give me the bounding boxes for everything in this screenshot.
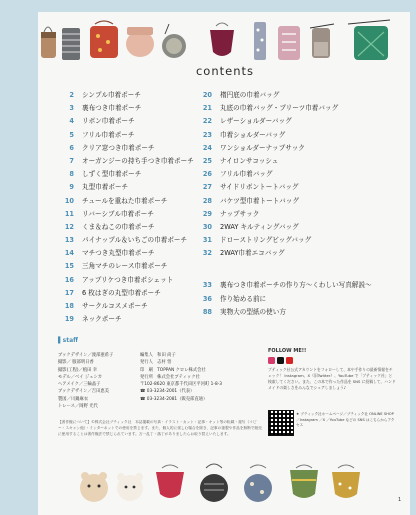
toc-page-number: 7 xyxy=(69,156,74,165)
toc-page-number: 16 xyxy=(64,275,74,284)
toc-label: ドローストリングビッグバッグ xyxy=(220,236,312,245)
toc-page-number: 29 xyxy=(202,209,212,218)
staff-line: 製図／川鍋麻衣 xyxy=(58,396,89,402)
copyright-notice: 【著作権について】©株式会社ブティック社 本誌掲載の写真・イラスト・カット・記事・キット等の転載・複写（コピー・スキャン他）・インターネットでの使用を禁じます。また、個人的に楽しむ場合を除き、記事の複製や作品を無断で販売に使用することは著作権法で禁じられています。万一乱丁・落丁がありましたらお取り替えいたします。 xyxy=(58,420,262,436)
staff-line: 印 刷 TOPPAN クロレ株式会社 xyxy=(140,367,206,373)
bag-photo xyxy=(290,465,318,498)
toc-entry[interactable] xyxy=(58,155,194,168)
bag-photo xyxy=(156,465,184,498)
qr-description: ★ ブティック社ホームページ／ブティック社 ONLINE SHOP ／Instagram ／X ／YouTube などの SNS はこちらからアクセス xyxy=(296,412,395,428)
toc-label: 6 枚はぎの丸型巾着ポーチ xyxy=(82,288,161,297)
bag-photo xyxy=(210,23,234,56)
bag-photo xyxy=(80,472,108,502)
toc-page-number: 33 xyxy=(202,281,212,290)
toc-label: 作り始める前に xyxy=(220,294,267,303)
toc-label: リボン巾着ポーチ xyxy=(82,117,135,126)
toc-entry[interactable] xyxy=(196,293,372,306)
youtube-icon[interactable] xyxy=(286,357,293,364)
toc-label: フリル巾着ポーチ xyxy=(82,130,135,139)
toc-page-number: 30 xyxy=(202,222,212,231)
toc-entry[interactable] xyxy=(58,208,194,221)
follow-description: ブティック社公式アカウントをフォローして、本や手作りの最新情報をチェック！ Instagram、X（旧Twitter）、YouTube で「ブティック社」と検索してください。また、この本で作った作品を SNS に投稿して、ハンドメイドの楽しさをみんなでシェアしましょう♪ xyxy=(268,367,396,390)
toc-label: 丸底の巾着バッグ・プリーツ巾着バッグ xyxy=(220,104,339,113)
staff-line: 撮影(工程)／植田 幸 xyxy=(58,367,98,373)
toc-label: サイドリボントートバッグ xyxy=(220,183,299,192)
toc-entry[interactable] xyxy=(58,195,194,208)
toc-page-number: 10 xyxy=(64,196,74,205)
toc-label: 2WAY キルティングバッグ xyxy=(220,222,299,231)
staff-line: 編集人 和田 尚子 xyxy=(140,353,176,358)
toc-entry[interactable] xyxy=(58,247,194,260)
staff-line: ブックデザイン／渡部亜希子 xyxy=(58,353,114,358)
toc-page-number: 26 xyxy=(202,170,212,179)
bag-photo xyxy=(162,24,186,58)
bag-photo xyxy=(200,464,228,502)
toc-label: 巾着ショルダーバッグ xyxy=(220,130,286,139)
toc-label: クリア窓つき巾着ポーチ xyxy=(82,143,155,152)
toc-label: パイナップル＆いちごの巾着ポーチ xyxy=(82,236,188,245)
toc-label: くま＆ねこの巾着ポーチ xyxy=(82,222,155,231)
instagram-icon[interactable] xyxy=(268,357,275,364)
staff-line: ヘアメイク／三輪晶子 xyxy=(58,382,101,388)
toc-label: アップリケつき巾着ポシェット xyxy=(82,275,174,284)
toc-entry[interactable] xyxy=(196,115,372,128)
toc-entry[interactable] xyxy=(58,274,194,287)
toc-entry[interactable] xyxy=(58,234,194,247)
toc-page-number: 19 xyxy=(64,315,74,324)
staff-credits-right xyxy=(140,352,265,403)
toc-entry[interactable] xyxy=(196,234,372,247)
staff-line: 発行所 株式会社ブティック社 xyxy=(140,374,200,380)
toc-entry[interactable] xyxy=(58,181,194,194)
bag-photo xyxy=(332,465,360,498)
toc-label: 裏布つき巾着ポーチ xyxy=(82,104,142,113)
toc-page-number: 31 xyxy=(202,236,212,245)
toc-label: ネックポーチ xyxy=(82,315,122,324)
toc-page-number: 25 xyxy=(202,156,212,165)
staff-line: 撮影／ 服部明日香 xyxy=(58,360,94,366)
toc-page-number: 32 xyxy=(202,249,212,258)
toc-label: フリル巾着バッグ xyxy=(220,170,273,179)
toc-label: レザーショルダーバッグ xyxy=(220,117,292,126)
toc-entry[interactable] xyxy=(196,221,372,234)
staff-line: 〒102-8620 東京都千代田区平河町 1-8-3 xyxy=(140,382,222,388)
toc-page-number: 4 xyxy=(69,117,74,126)
bag-photo xyxy=(62,28,80,60)
toc-entry[interactable] xyxy=(58,313,194,326)
follow-heading: FOLLOW ME!! xyxy=(268,348,307,354)
toc-entry[interactable] xyxy=(196,306,372,319)
toc-label: オーガンジーの持ち手つき巾着ポーチ xyxy=(82,156,194,165)
toc-label: リバーシブル巾着ポーチ xyxy=(82,209,154,218)
bag-photo xyxy=(117,473,143,501)
toc-label: チュールを重ねた巾着ポーチ xyxy=(82,196,168,205)
bag-photo xyxy=(244,465,272,502)
toc-page-number: 14 xyxy=(64,249,74,258)
toc-entry[interactable] xyxy=(196,247,372,260)
toc-page-number: 3 xyxy=(69,104,74,113)
toc-label: 裏布つき巾着ポーチの作り方～くわしい写真解説～ xyxy=(220,281,372,290)
toc-page-number: 11 xyxy=(64,209,74,218)
product-photos-top xyxy=(38,18,410,64)
toc-entry[interactable] xyxy=(58,129,194,142)
product-photos-bottom xyxy=(38,458,410,508)
toc-entry[interactable] xyxy=(58,89,194,102)
toc-entry[interactable] xyxy=(196,279,372,292)
toc-label: 楕円底の巾着バッグ xyxy=(220,91,280,99)
toc-label: サークルコスメポーチ xyxy=(82,302,148,310)
toc-column-left xyxy=(58,89,194,326)
toc-entry[interactable] xyxy=(58,102,194,115)
toc-page-number: 15 xyxy=(64,262,74,271)
toc-page-number: 6 xyxy=(69,143,74,152)
staff-line: 発行人 志村 悟 xyxy=(140,360,172,366)
toc-entry[interactable] xyxy=(58,142,194,155)
toc-page-number: 2 xyxy=(69,91,74,99)
page-title: contents xyxy=(195,64,255,78)
toc-page-number: 18 xyxy=(64,302,74,310)
toc-page-number: 17 xyxy=(64,288,74,297)
toc-entry[interactable] xyxy=(196,129,372,142)
toc-entry[interactable] xyxy=(58,260,194,273)
toc-page-number: 8 xyxy=(69,170,74,179)
staff-line: ブックデザイン／吉田恵美 xyxy=(58,389,109,395)
toc-column-right xyxy=(196,89,372,319)
toc-entry[interactable] xyxy=(58,287,194,300)
toc-page-number: 21 xyxy=(202,104,212,113)
toc-page-number: 36 xyxy=(202,294,212,303)
qr-code-icon[interactable] xyxy=(268,410,294,436)
toc-entry[interactable] xyxy=(58,115,194,128)
toc-label: しずく型巾着ポーチ xyxy=(82,170,142,179)
staff-line: ☎ 03-3234-2001（代表） xyxy=(140,389,195,395)
toc-page-number: 23 xyxy=(202,130,212,139)
toc-entry[interactable] xyxy=(196,208,372,221)
toc-entry[interactable] xyxy=(196,102,372,115)
staff-heading-text: staff xyxy=(62,337,78,344)
toc-entry[interactable] xyxy=(196,155,372,168)
toc-label: 丸型巾着ポーチ xyxy=(82,183,129,192)
toc-entry[interactable] xyxy=(58,221,194,234)
toc-entry[interactable] xyxy=(196,142,372,155)
bag-photo xyxy=(126,27,154,57)
toc-page-number: 27 xyxy=(202,183,212,192)
toc-label: シンプル巾着ポーチ xyxy=(82,91,141,99)
staff-line: トレース／岡野 光代 xyxy=(58,404,98,410)
bag-photo xyxy=(41,27,56,58)
toc-label: 三角マチのレース巾着ポーチ xyxy=(82,262,168,271)
toc-page-number: 5 xyxy=(69,130,74,139)
toc-label: ナップサック xyxy=(220,209,260,218)
toc-label: ナイロンサコッシュ xyxy=(220,156,279,165)
toc-page-number: 88 xyxy=(202,307,212,316)
toc-page-number: 9 xyxy=(69,183,74,192)
toc-entry[interactable] xyxy=(58,168,194,181)
bag-photo xyxy=(90,21,118,58)
x-icon[interactable] xyxy=(277,357,284,364)
bag-photo xyxy=(310,24,334,58)
bag-photo xyxy=(278,26,300,60)
toc-label: 実物大の型紙の使い方 xyxy=(220,307,286,316)
sns-icons xyxy=(268,357,293,364)
toc-label: 2WAY巾着エコバッグ xyxy=(220,249,285,258)
toc-page-number: 28 xyxy=(202,196,212,205)
bag-photo xyxy=(254,22,266,60)
toc-entry[interactable] xyxy=(196,168,372,181)
bag-photo xyxy=(348,20,390,60)
toc-label: バケツ型巾着トートバッグ xyxy=(220,196,299,205)
toc-entry[interactable] xyxy=(58,300,194,313)
staff-line: モデル／ベイ ジェシカ xyxy=(58,374,103,380)
staff-line: ☎ 03-3234-2081（販売部直通） xyxy=(140,396,208,402)
toc-page-number: 20 xyxy=(202,91,212,99)
toc-entry[interactable] xyxy=(196,195,372,208)
toc-entry[interactable] xyxy=(196,181,372,194)
toc-entry[interactable] xyxy=(196,89,372,102)
page-number: 1 xyxy=(398,497,402,503)
toc-page-number: 12 xyxy=(64,222,74,231)
toc-label: ワンショルダーナップサック xyxy=(220,143,305,152)
toc-spacer xyxy=(196,260,372,279)
toc-label: マチつき丸型巾着ポーチ xyxy=(82,249,155,258)
staff-heading: ▌staff xyxy=(58,337,78,344)
toc-page-number: 13 xyxy=(64,236,74,245)
toc-page-number: 22 xyxy=(202,117,212,126)
toc-page-number: 24 xyxy=(202,143,212,152)
